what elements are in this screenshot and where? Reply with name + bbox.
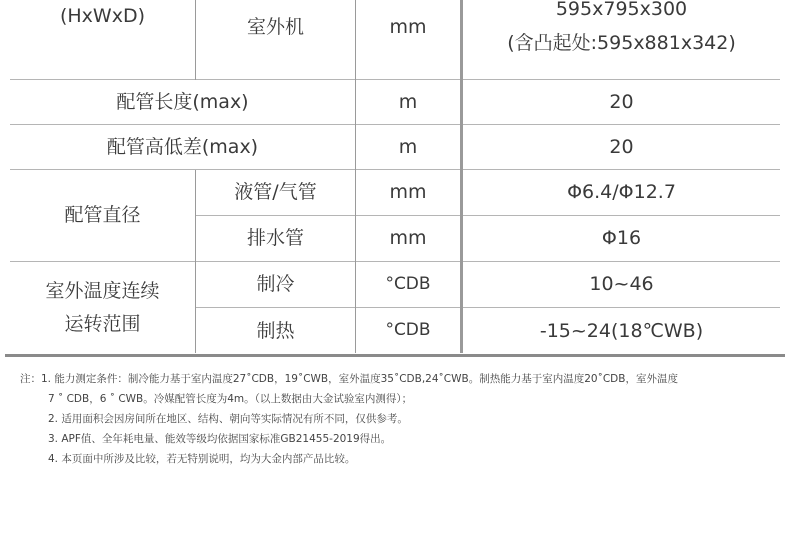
footnote-2: 2. 适用面积会因房间所在地区、结构、朝向等实际情况有所不同，仅供参考。	[48, 413, 408, 425]
height-diff-label-cell	[10, 125, 355, 170]
outdoor-temp-range-label-line2: 运转范围	[64, 313, 141, 335]
pipe-length-label-cell	[10, 80, 355, 125]
outdoor-unit-label: 室外机	[246, 16, 304, 39]
drain-unit: mm	[389, 227, 427, 250]
cooling-unit: °CDB	[385, 273, 431, 294]
drain-pipe-cell	[196, 216, 355, 262]
liquid-gas-pipe-label: 液管/气管	[234, 181, 317, 204]
height-diff-value-cell	[463, 125, 780, 170]
footnote-1-continued: 7 ˚ CDB，6 ˚ CWB。冷媒配管长度为4m。（以上数据由大金试验室内测得）；	[48, 393, 413, 405]
height-diff-unit-cell	[356, 125, 460, 170]
liquid-gas-unit: mm	[389, 181, 427, 204]
liquid-gas-value: Φ6.4/Φ12.7	[567, 181, 676, 204]
pipe-length-value: 20	[609, 90, 634, 113]
height-diff-value: 20	[609, 135, 634, 158]
size-label-cell	[10, 0, 195, 80]
cooling-unit-cell	[356, 262, 460, 308]
size-label: (HxWxD)	[59, 5, 146, 27]
height-diff-unit: m	[398, 135, 418, 158]
heating-unit-cell	[356, 308, 460, 354]
cooling-value-cell	[463, 262, 780, 308]
footnote-1: 注：1. 能力测定条件：制冷能力基于室内温度27˚CDB，19˚CWB，室外温度35˚CDB,24˚CWB。制热能力基于室内温度20˚CDB，室外温度	[20, 373, 678, 385]
pipe-diameter-label-cell	[10, 170, 195, 262]
outdoor-unit-cell	[196, 0, 355, 80]
drain-value: Φ16	[601, 227, 642, 250]
footnote-4: 4. 本页面中所涉及比较，若无特别说明，均为大金内部产品比较。	[48, 453, 356, 465]
pipe-diameter-label: 配管直径	[64, 204, 141, 227]
table-bottom-rule	[5, 354, 785, 357]
size-unit: mm	[389, 16, 427, 39]
footnote-3: 3. APF值、全年耗电量、能效等级均依据国家标准GB21455-2019得出。	[48, 433, 392, 445]
pipe-length-unit: m	[398, 90, 418, 113]
drain-value-cell	[463, 216, 780, 262]
cooling-cell	[196, 262, 355, 308]
height-diff-label: 配管高低差(max)	[106, 135, 259, 158]
liquid-gas-pipe-cell	[196, 170, 355, 216]
pipe-length-unit-cell	[356, 80, 460, 125]
size-value-note: (含凸起处:595x881x342)	[507, 32, 736, 54]
liquid-gas-unit-cell	[356, 170, 460, 216]
pipe-length-value-cell	[463, 80, 780, 125]
liquid-gas-value-cell	[463, 170, 780, 216]
heating-cell	[196, 308, 355, 354]
heating-unit: °CDB	[385, 320, 431, 341]
cooling-label: 制冷	[256, 273, 295, 296]
spec-table	[10, 0, 780, 360]
pipe-length-label: 配管长度(max)	[116, 90, 249, 113]
size-value-cell	[463, 0, 780, 80]
footnotes	[20, 369, 780, 469]
cooling-value: 10~46	[589, 273, 654, 296]
heating-value-cell	[463, 308, 780, 354]
size-value: 595x795x300	[555, 0, 688, 20]
drain-unit-cell	[356, 216, 460, 262]
drain-pipe-label: 排水管	[246, 227, 304, 250]
heating-value: -15~24(18℃WB)	[539, 319, 704, 342]
size-unit-cell	[356, 0, 460, 80]
outdoor-temp-range-label-cell	[10, 262, 195, 354]
heating-label: 制热	[256, 319, 295, 342]
outdoor-temp-range-label-line1: 室外温度连续	[45, 280, 160, 302]
